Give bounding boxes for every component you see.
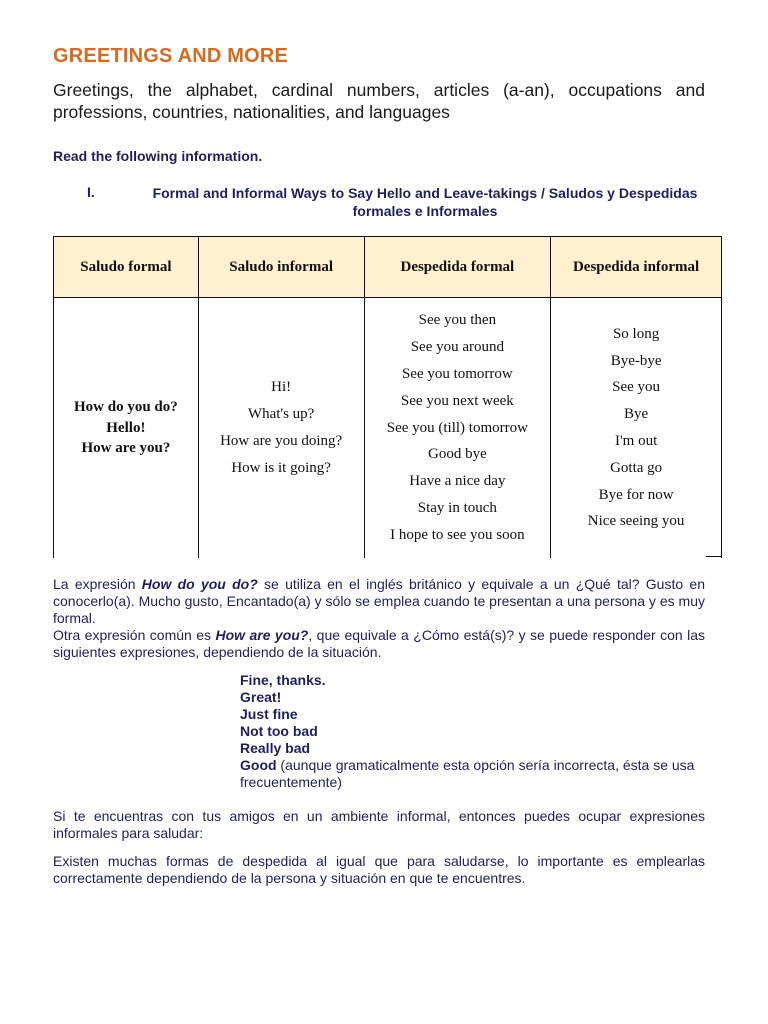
list-item: Nice seeing you xyxy=(587,513,685,530)
greetings-table xyxy=(53,236,722,558)
paragraph-how-do-you-do xyxy=(53,576,705,627)
header-despedida-formal: Despedida formal xyxy=(364,237,551,298)
list-item: Hello! xyxy=(106,419,146,436)
paragraph-leave-takings: Existen muchas formas de despedida al igual que para saludarse, lo importante es emplearlas correctamente dependiendo de la persona y situación en que te encuentres. xyxy=(53,853,705,886)
list-item: See you around xyxy=(410,339,505,356)
list-item: See you tomorrow xyxy=(401,366,513,382)
section-number: I. xyxy=(87,184,95,200)
despedida-informal-cell xyxy=(551,298,722,559)
list-item: Great! xyxy=(240,689,282,705)
page-subtitle: Greetings, the alphabet, cardinal numbers, articles (a-an), occupations and professions, countries, nationalities, and languages xyxy=(53,80,705,122)
list-item: So long xyxy=(612,325,660,342)
header-despedida-informal: Despedida informal xyxy=(551,237,722,298)
para1-pre: La expresión xyxy=(53,576,142,592)
list-item: Fine, thanks. xyxy=(240,672,326,688)
list-item: How are you? xyxy=(81,440,171,457)
list-item: Good bye xyxy=(427,446,487,463)
list-item: What's up? xyxy=(247,406,315,423)
table-corner-rule xyxy=(706,556,722,557)
list-item: I'm out xyxy=(614,433,658,449)
despedida-formal-cell xyxy=(364,298,551,559)
answer-good: Good xyxy=(240,757,277,773)
list-item: See you next week xyxy=(400,392,514,409)
list-item: Bye for now xyxy=(598,486,674,503)
saludo-informal-cell xyxy=(198,298,364,559)
list-item: Gotta go xyxy=(610,459,663,476)
header-saludo-formal: Saludo formal xyxy=(54,237,199,298)
paragraph-informal-greeting: Si te encuentras con tus amigos en un ambiente informal, entonces puedes ocupar expresiones informales para saludar: xyxy=(53,808,705,841)
para2-pre: Otra expresión común es xyxy=(53,627,216,643)
para1-post: se utiliza en el inglés británico y equivale a un ¿Qué tal? Gusto en conocerlo(a). Mucho gusto, Encantado(a) y sólo se emplea cuando te presentan a una persona y es muy formal. xyxy=(53,576,705,626)
saludo-formal-cell xyxy=(54,298,199,559)
list-item: I hope to see you soon xyxy=(390,526,525,543)
list-item: Not too bad xyxy=(240,723,318,739)
page-title: GREETINGS AND MORE xyxy=(53,45,289,67)
para2-emphasis: How are you? xyxy=(215,627,309,643)
list-item: Bye-bye xyxy=(610,352,662,369)
table-row xyxy=(54,298,722,559)
answer-list xyxy=(240,672,705,791)
list-item: How do you do? xyxy=(73,399,178,416)
list-item: How is it going? xyxy=(231,459,331,476)
para2-post: , que equivale a ¿Cómo está(s)? y se puede responder con las siguientes expresiones, dependiendo de la situación. xyxy=(53,627,706,660)
list-item: Hi! xyxy=(271,379,292,396)
paragraph-how-are-you xyxy=(53,627,705,661)
list-item: Bye xyxy=(624,406,649,423)
instruction-text: Read the following information. xyxy=(53,148,263,164)
list-item: Stay in touch xyxy=(417,499,497,516)
list-item: How are you doing? xyxy=(220,433,343,449)
list-item: See you then xyxy=(418,312,497,329)
answer-good-note: (aunque gramaticalmente esta opción sería incorrecta, ésta se usa frecuentemente) xyxy=(240,757,695,790)
header-saludo-informal: Saludo informal xyxy=(198,237,364,298)
table-header-row xyxy=(54,237,722,298)
list-item: See you (till) tomorrow xyxy=(386,419,528,436)
list-item-with-note xyxy=(240,757,705,791)
list-item: Really bad xyxy=(240,740,311,756)
section-title: Formal and Informal Ways to Say Hello and Leave-takings / Saludos y Despedidas formales e Informales xyxy=(152,185,698,219)
para1-emphasis: How do you do? xyxy=(141,576,258,592)
list-item: See you xyxy=(612,379,661,396)
list-item: Have a nice day xyxy=(409,473,506,490)
list-item: Just fine xyxy=(240,706,298,722)
